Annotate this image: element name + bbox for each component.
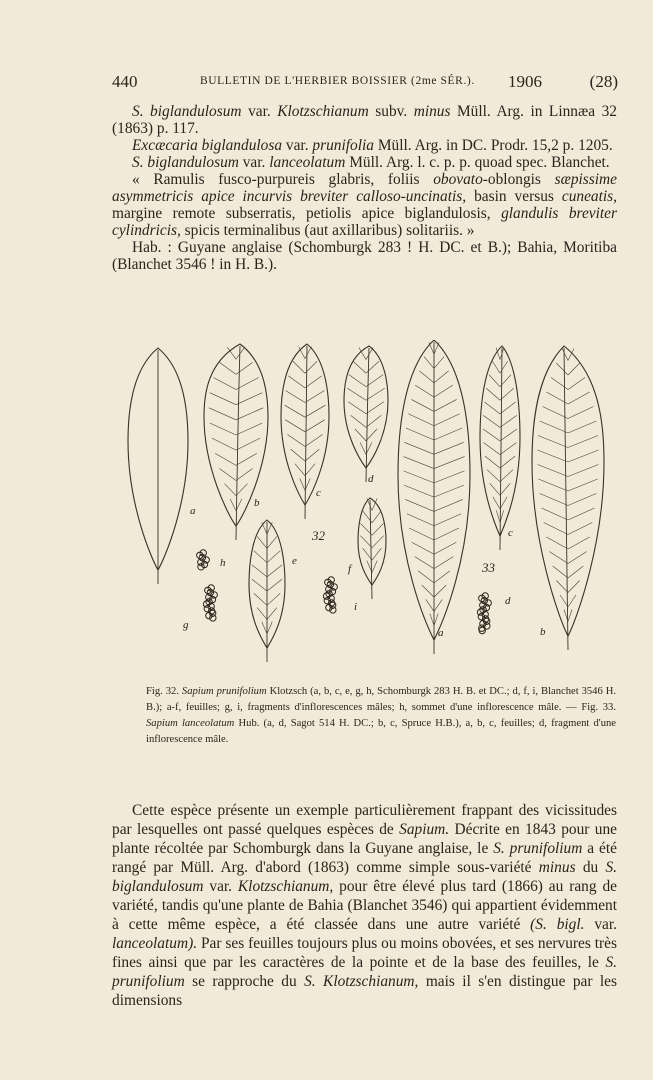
- figure-letter-g: g: [183, 619, 189, 631]
- leaf-33c: [532, 346, 604, 650]
- leaf-32b: [204, 344, 268, 540]
- figure-letter-f: f: [348, 563, 352, 575]
- taxon-name: Excæcaria biglandulosa: [132, 137, 283, 154]
- leaf-33a: [398, 340, 470, 654]
- figure-letter-i: i: [354, 601, 358, 613]
- taxon-name: S. biglandulosum: [132, 103, 242, 120]
- synonymy-block: [112, 103, 617, 273]
- text: se rapproche du: [184, 973, 305, 990]
- text-italic: obovato: [433, 171, 483, 188]
- text: var.: [282, 137, 313, 154]
- section-number: (28): [589, 72, 618, 91]
- text-italic: sæpissime asymmetricis apice incurvis breviter calloso-uncinatis,: [112, 171, 618, 205]
- text: Décrite en 1843 pour une plante récoltée par Schomburgk dans la Guyane anglaise, le: [112, 821, 617, 857]
- running-header: [112, 72, 618, 96]
- journal-title: BULLETIN DE L'HERBIER BOISSIER (2me SÉR.).: [200, 75, 475, 87]
- text: Müll. Arg. l. c. p. p. quoad spec. Blanchet.: [345, 154, 610, 171]
- figure-letter-b: b: [540, 626, 546, 638]
- inflorescence-32g: [203, 585, 217, 621]
- botanical-illustration: [112, 340, 617, 668]
- leaf-32d: [344, 346, 388, 482]
- taxon-name: (S. bigl.: [530, 916, 585, 933]
- caption-text: Fig. 32.: [146, 686, 182, 697]
- text: margine remote subserratis, petiolis apice biglandulosis,: [112, 205, 502, 222]
- taxon-name: S. biglandulosum: [132, 154, 239, 171]
- text: Par ses feuilles toujours plus ou moins obovées, et ses nervures très fines ainsi que par les caractères de la pointe et de la base des feuilles, le: [112, 935, 617, 971]
- inflorescence-33d: [477, 593, 491, 634]
- leaf-33b: [480, 346, 520, 550]
- taxon-name: Klotzschianum: [277, 103, 369, 120]
- taxon-name: lanceolatum: [269, 154, 346, 171]
- figure-letter-b: b: [254, 497, 260, 509]
- figure-letter-d: d: [505, 595, 511, 607]
- taxon-name: S. prunifolium: [493, 840, 583, 857]
- text: du: [575, 859, 606, 876]
- figure-letter-h: h: [220, 557, 226, 569]
- text-italic: cuneatis,: [561, 188, 618, 205]
- taxon-name: lanceolatum).: [112, 935, 198, 952]
- habitat: Hab. : Guyane anglaise (Schomburgk 283 ! H. DC. et B.); Bahia, Moritiba (Blanchet 3546 ! in H. B.).: [112, 239, 617, 273]
- text-italic: glandulis breviter cylindricis,: [112, 205, 617, 239]
- taxon-name: Sapium lanceolatum: [146, 718, 235, 729]
- figure-letter-a: a: [438, 627, 444, 639]
- taxon-name: Sapium.: [399, 821, 450, 838]
- leaf-plates: [112, 340, 617, 668]
- taxon-name: minus: [413, 103, 451, 120]
- figure-caption: [146, 684, 616, 748]
- text: var.: [584, 916, 618, 933]
- figure-number-32: 32: [312, 528, 325, 543]
- taxon-name: Klotzschianum,: [237, 878, 334, 895]
- text: a été rangé par Müll. Arg. d'abord (1863) comme simple sous-variété: [112, 840, 617, 876]
- page-number: 440: [112, 72, 138, 91]
- figure-letter-c: c: [316, 487, 321, 499]
- text: var.: [203, 878, 238, 895]
- text: Müll. Arg. in DC. Prodr. 15,2 p. 1205.: [373, 137, 613, 154]
- text: Müll. Arg. in Linnæa 32 (1863) p. 117.: [112, 103, 618, 137]
- text: -oblongis: [482, 171, 555, 188]
- taxon-name: Sapium prunifolium: [181, 686, 267, 697]
- text: var.: [238, 154, 270, 171]
- synonym-3: [112, 154, 617, 171]
- text: var.: [241, 103, 278, 120]
- leaf-32a: [128, 348, 188, 584]
- figure-letter-c: c: [508, 527, 513, 539]
- taxon-name: S. biglandulosum: [112, 859, 618, 895]
- figure-letter-e: e: [292, 555, 297, 567]
- taxon-name: S. Klotzschianum,: [304, 973, 419, 990]
- text: spicis terminalibus (aut axillaribus) solitariis. »: [180, 222, 475, 239]
- caption-text: Hub. (a, d, Sagot 514 H. DC.; b, c, Spruce H.B.), a, b, c, feuilles; d, fragment d'une inflorescence mâle.: [146, 718, 616, 745]
- taxon-name: prunifolia: [312, 137, 374, 154]
- leaf-32e: [249, 520, 285, 662]
- inflorescence-32h: [197, 550, 210, 570]
- leaf-32f: [358, 498, 386, 599]
- inflorescence-32i: [323, 577, 337, 613]
- text: basin versus: [466, 188, 562, 205]
- taxon-name: minus: [538, 859, 576, 876]
- leaf-32c: [281, 344, 329, 519]
- taxon-name: S. prunifolium: [112, 954, 617, 990]
- caption-text: Klotzsch (a, b, c, e, g, h, Schomburgk 283 H. B. et DC.; d, f, i, Blanchet 3546 H. B.); a-f, feuilles; g, i, fragments d'inflorescences mâles; h, sommet d'une inflorescence mâle. — Fig. 33.: [146, 686, 616, 713]
- latin-diagnosis: [112, 171, 617, 239]
- text: « Ramulis fusco-purpureis glabris, foliis: [132, 171, 434, 188]
- discussion-paragraph: [112, 801, 617, 1010]
- text: pour être élevé plus tard (1866) au rang de variété, tandis qu'une plante de Bahia (Blanchet 3546) qui appartient évidemment à cette même espèce, a été classée dans une autre variété: [112, 878, 617, 933]
- figure-letter-d: d: [368, 473, 374, 485]
- text: subv.: [368, 103, 414, 120]
- publication-year: 1906: [508, 72, 542, 91]
- text: Cette espèce présente un exemple particulièrement frappant des vicissitudes par lesquelles ont passé quelques espèces de: [112, 802, 617, 838]
- synonym-2: [112, 137, 617, 154]
- figure-number-33: 33: [482, 560, 495, 575]
- synonym-1: [112, 103, 617, 137]
- text: mais il s'en distingue par les dimensions: [112, 973, 617, 1009]
- figure-letter-a: a: [190, 505, 196, 517]
